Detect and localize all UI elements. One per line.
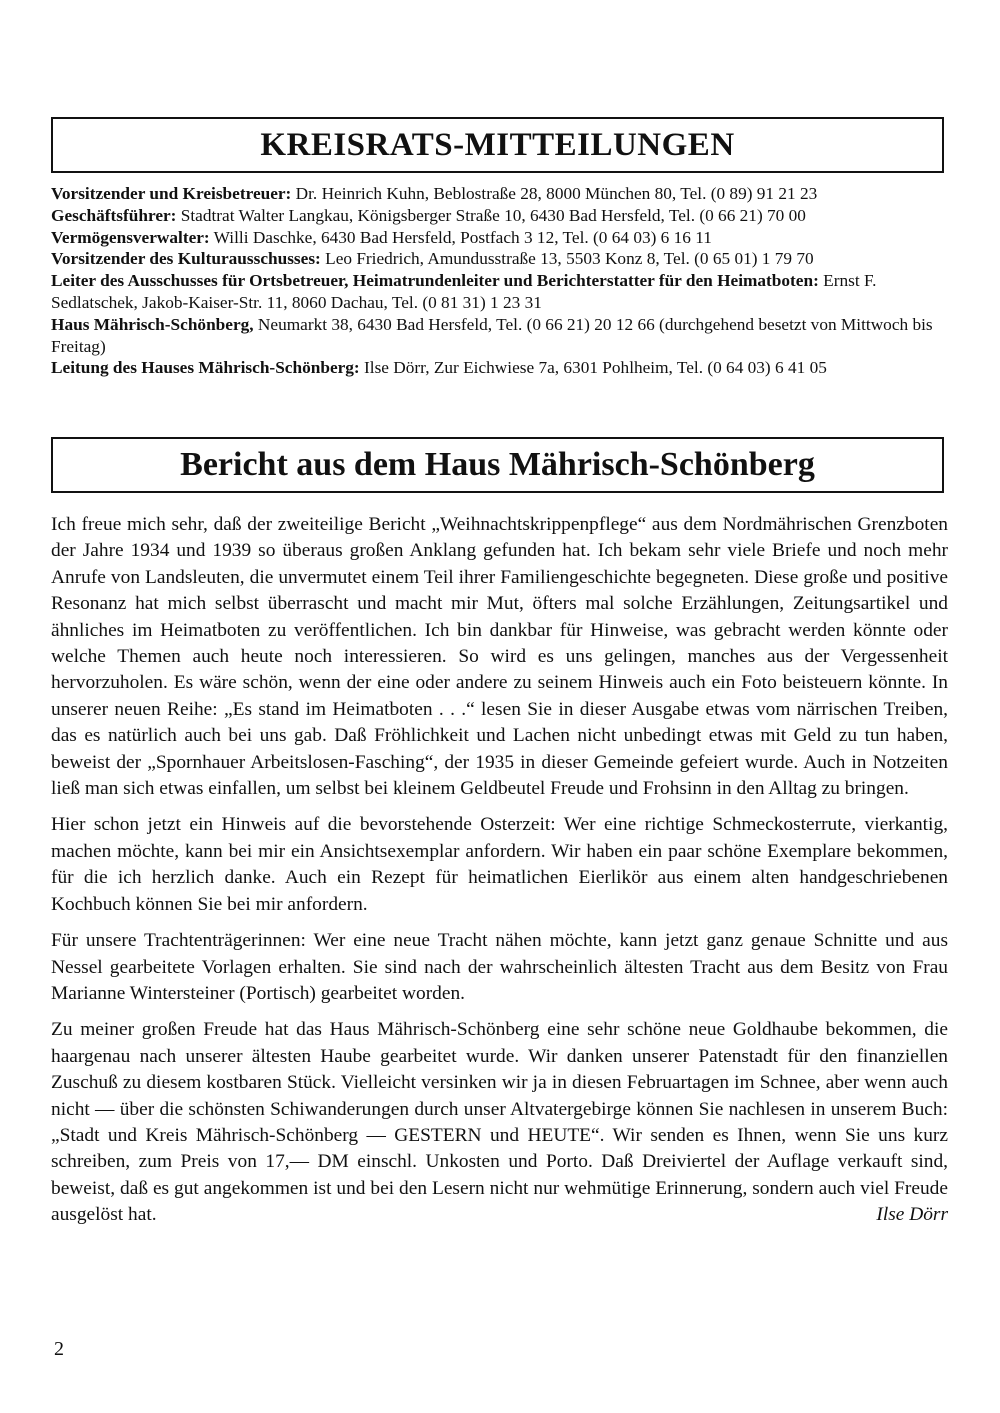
contact-label: Geschäftsführer: <box>51 205 177 225</box>
contact-text: Willi Daschke, 6430 Bad Hersfeld, Postfach 3 12, Tel. (0 64 03) 6 16 11 <box>209 227 712 247</box>
contact-label: Leiter des Ausschusses für Ortsbetreuer, Heimatrundenleiter und Berichterstatter für den Heimatboten: <box>51 271 819 291</box>
page-number: 2 <box>54 1338 64 1360</box>
contact-text: Dr. Heinrich Kuhn, Beblostraße 28, 8000 München 80, Tel. (0 89) 91 21 23 <box>291 184 818 203</box>
contact-text: Neumarkt 38, 6430 Bad Hersfeld, Tel. (0 66 21) 20 12 66 (durchgehend besetzt von Mittwoch bis Freitag) <box>51 314 933 356</box>
contact-entry <box>51 270 946 314</box>
article-paragraph: Für unsere Trachtenträgerinnen: Wer eine neue Tracht nähen möchte, kann jetzt ganz genaue Schnitte und aus Nessel gearbeitete Vorlagen erhalten. Sie sind nach der wahrscheinlich ältesten Tracht aus dem Besitz von Frau Marianne Wintersteiner (Portisch) gearbeitet worden. <box>51 930 948 1004</box>
contact-label: Vorsitzender und Kreisbetreuer: <box>51 184 292 203</box>
header-title: KREISRATS-MITTEILUNGEN <box>51 117 944 173</box>
contact-label: Vermögensverwalter: <box>51 227 210 247</box>
contact-text: Ilse Dörr, Zur Eichwiese 7a, 6301 Pohlheim, Tel. (0 64 03) 6 41 05 <box>359 358 827 378</box>
signature: Ilse Dörr <box>876 1204 948 1226</box>
article-paragraph: Hier schon jetzt ein Hinweis auf die bevorstehende Osterzeit: Wer eine richtige Schmeckosterrute, vierkantig, machen möchte, kann bei mir ein Ansichtsexemplar anfordern. Wir haben ein paar schöne Exemplare bekommen, für die ich herzlich danke. Auch ein Rezept für heimatlichen Eierlikör aus einem alten handgeschriebenen Kochbuch können Sie bei mir anfordern. <box>51 814 948 915</box>
contact-text: Ernst F. Sedlatschek, Jakob-Kaiser-Str. 11, 8060 Dachau, Tel. (0 81 31) 1 23 31 <box>51 271 877 312</box>
article-paragraph-final <box>51 1017 948 1228</box>
contact-entry <box>51 314 946 358</box>
contact-label: Leitung des Hauses Mährisch-Schönberg: <box>51 358 360 378</box>
article-paragraph: Zu meiner großen Freude hat das Haus Mährisch-Schönberg eine sehr schöne neue Goldhaube bekommen, die haargenau nach unserer ältesten Haube gearbeitet wurde. Wir danken unserer Patenstadt für den finanziellen Zuschuß zu diesem kostbaren Stück. Vielleicht versinken wir ja in diesen Februartagen im Schnee, aber wenn auch nicht — über die schönsten Schiwanderungen durch unser Altvatergebirge können Sie nachlesen in unserem Buch: „Stadt und Kreis Mährisch-Schönberg — GESTERN und HEUTE“. Wir senden es Ihnen, wenn Sie uns kurz schreiben, zum Preis von 17,— DM einschl. Unkosten und Porto. Daß Dreiviertel der Auflage verkauft sind, beweist, daß es gut angekommen ist und bei den Lesern nicht nur wehmütige Erinnerung, sondern auch viel Freude ausgelöst hat. <box>51 1019 948 1226</box>
contact-list <box>51 183 946 379</box>
contact-entry <box>51 183 946 205</box>
contact-entry <box>51 227 946 249</box>
contact-label: Haus Mährisch-Schönberg, <box>51 314 254 334</box>
contact-text: Leo Friedrich, Amundusstraße 13, 5503 Konz 8, Tel. (0 65 01) 1 79 70 <box>320 249 814 269</box>
contact-text: Stadtrat Walter Langkau, Königsberger Straße 10, 6430 Bad Hersfeld, Tel. (0 66 21) 70 00 <box>176 205 806 225</box>
contact-entry <box>51 357 946 379</box>
article-paragraph: Ich freue mich sehr, daß der zweiteilige Bericht „Weihnachtskrippenpflege“ aus dem Nordmährischen Grenzboten der Jahre 1934 und 1939 so überaus großen Anklang gefunden hat. Ich bekam sehr viele Briefe und noch mehr Anrufe von Landsleuten, die unvermutet einem Teil ihrer Familiengeschichte begegneten. Diese große und positive Resonanz hat mich selbst überrascht und macht mir Mut, öfters mal solche Erzählungen, Zeitungsartikel und ähnliches im Heimatboten zu veröffentlichen. Ich bin dankbar für Hinweise, was gebracht werden könnte oder welche Themen auch heute noch interessieren. So wird es uns gelingen, manches aus der Vergessenheit hervorzuholen. Es wäre schön, wenn der eine oder andere zu seinem Hinweis auch ein Foto beisteuern könnte. In unserer neuen Reihe: „Es stand im Heimatboten . . .“ lesen Sie in dieser Ausgabe etwas vom närrischen Treiben, das es natürlich auch bei uns gab. Daß Fröhlichkeit und Lachen nicht unbedingt etwas mit Geld zu tun haben, beweist der „Spornhauer Arbeitslosen-Fasching“, der 1935 in dieser Gemeinde gefeiert wurde. Auch in Notzeiten ließ man sich etwas einfallen, um selbst bei kleinem Geldbeutel Freude und Frohsinn in den Alltag zu bringen. <box>51 514 948 800</box>
contact-entry <box>51 205 946 227</box>
article-title: Bericht aus dem Haus Mährisch-Schönberg <box>51 437 944 493</box>
contact-label: Vorsitzender des Kulturausschusses: <box>51 249 321 269</box>
article-body <box>51 512 948 1239</box>
contact-entry <box>51 248 946 270</box>
